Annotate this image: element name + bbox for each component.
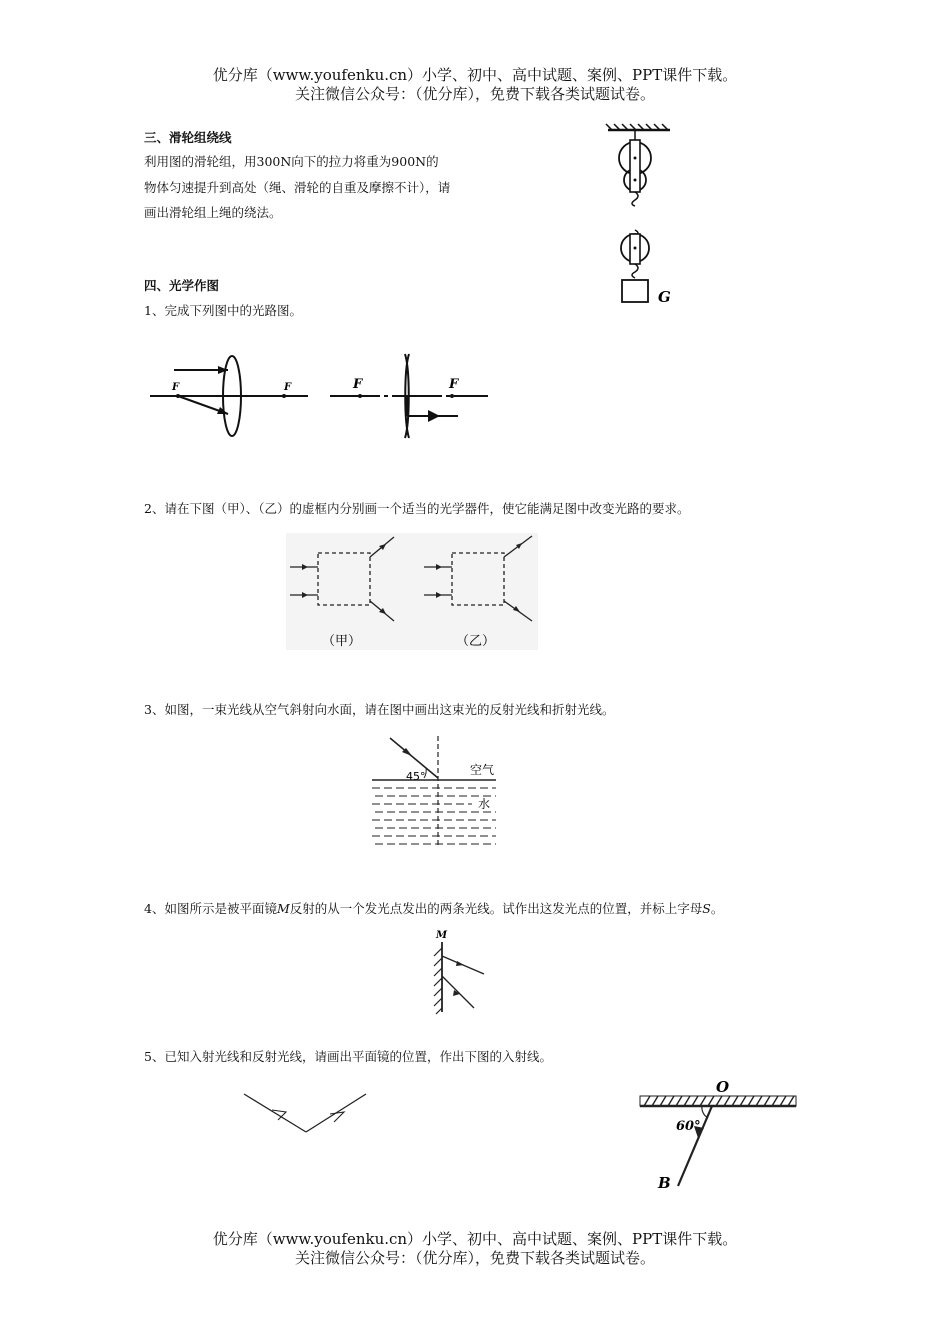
section4-title: 四、光学作图 [144,278,220,293]
q4-text-source-letter: S [702,901,711,916]
q1-lens-figure [148,350,493,440]
page-footer-line2: 关注微信公众号：（优分库），免费下载各类试题试卷。 [294,1249,655,1267]
q5-text: 5、已知入射光线和反射光线，请画出平面镜的位置，作出下图的入射线。 [144,1049,552,1064]
q3-water-figure [372,736,498,848]
q1-focus-label-3: F [353,377,363,392]
section3-title: 三、滑轮组绕线 [144,130,232,145]
section3-line3: 画出滑轮组上绳的绕法。 [144,205,282,220]
q1-text: 1、完成下列图中的光路图。 [144,303,302,318]
q2-label-yi: （乙） [456,634,496,649]
q2-boxes-figure [286,533,538,650]
q5-mirror-angle-figure [636,1076,802,1192]
page-header-line2: 关注微信公众号：（优分库），免费下载各类试题试卷。 [294,85,655,103]
q3-air-label: 空气 [470,763,495,777]
q4-text [144,900,723,918]
q4-text-pre: 4、如图所示是被平面镜 [144,901,277,916]
weight-label: G [658,288,671,306]
q1-focus-label-4: F [449,377,459,392]
q4-text-mid: 反射的从一个发光点发出的两条光线。试作出这发光点的位置，并标上字母 [289,901,703,916]
q4-mirror-figure [428,928,490,1014]
q1-focus-label-1: F [172,382,180,393]
q5-rays-figure [242,1090,368,1136]
q3-water-label: 水 [478,797,491,811]
q5-point-b-label: B [658,1174,671,1192]
q5-point-o-label: O [716,1078,730,1096]
q3-angle-label: 45° [406,770,426,783]
q3-text: 3、如图，一束光线从空气斜射向水面，请在图中画出这束光的反射光线和折射光线。 [144,702,615,717]
q4-mirror-label: M [436,930,448,941]
section3-line2: 物体匀速提升到高处（绳、滑轮的自重及摩擦不计），请 [144,180,451,195]
q4-text-end: 。 [710,901,724,916]
q4-text-mirror-letter: M [276,901,290,916]
q5-angle-label: 60° [676,1119,701,1134]
q2-label-jia: （甲） [322,634,362,649]
page-footer-line1: 优分库（www.youfenku.cn）小学、初中、高中试题、案例、PPT课件下载。 [212,1230,738,1248]
q1-focus-label-2: F [284,382,292,393]
section3-line1: 利用图的滑轮组，用300N向下的拉力将重为900N的 [144,154,439,169]
page-header-line1: 优分库（www.youfenku.cn）小学、初中、高中试题、案例、PPT课件下载。 [212,66,738,84]
q2-text: 2、请在下图（甲）、（乙）的虚框内分别画一个适当的光学器件，使它能满足图中改变光路的要求。 [144,501,690,516]
pulley-figure [600,122,690,312]
